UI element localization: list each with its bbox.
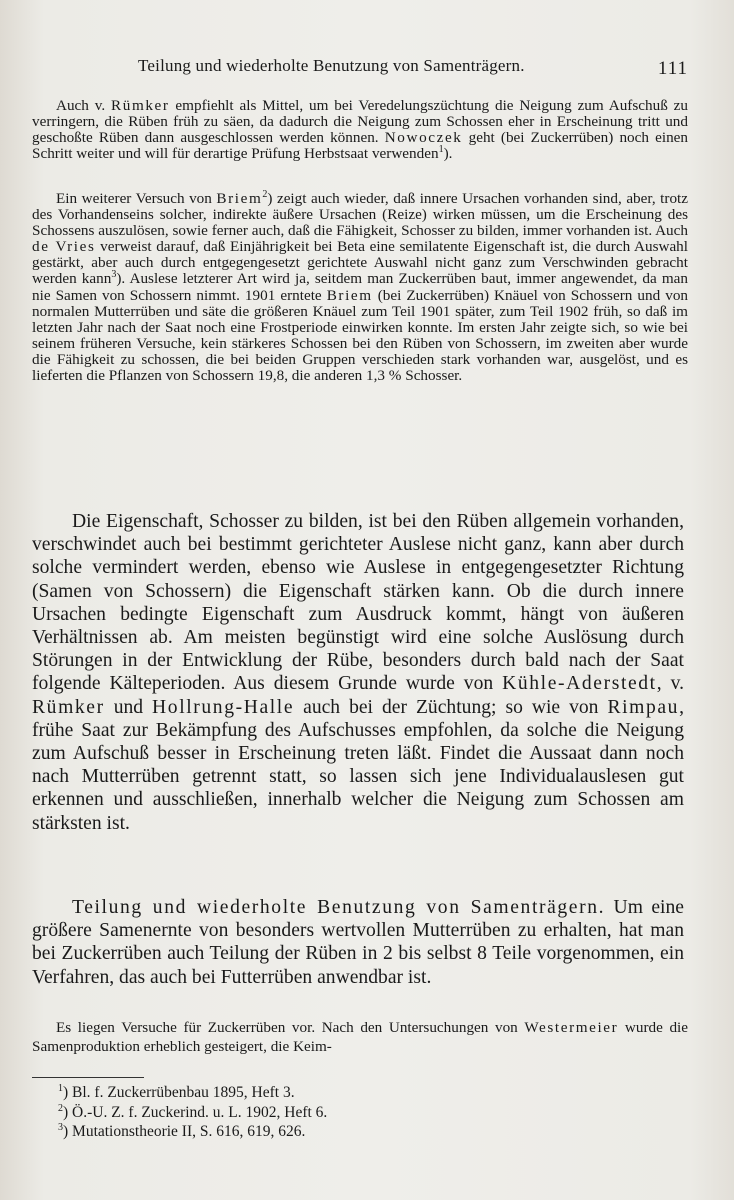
- page-header: [60, 56, 688, 82]
- author-name: de Vries: [32, 238, 96, 256]
- text-run: Es liegen Versuche für Zuckerrüben vor. Nach den Untersuchungen von: [56, 1019, 525, 1036]
- author-name: Briem: [326, 286, 373, 304]
- text-run: auch bei der Züchtung; so wie von: [294, 696, 608, 718]
- text-run: Ein weiterer Versuch von: [56, 190, 217, 207]
- text-run: wurde die Samenproduktion erheblich gesteigert, die Keim-: [32, 1019, 688, 1055]
- running-head: Teilung und wiederholte Benutzung von Samenträgern.: [138, 56, 525, 75]
- footnote-text: ) Bl. f. Zuckerrübenbau 1895, Heft 3.: [63, 1084, 295, 1101]
- text-run: empfiehlt als Mittel, um bei Veredelungszüchtung die Neigung zum Aufschuß zu verringern, die Rüben früh zu säen, da dadurch die Neigung zum Schossen eher in Erscheinung tritt und geschoßte Rüben dann ausgeschlossen werden können.: [32, 97, 688, 147]
- author-name: Nowoczek: [384, 129, 463, 147]
- section-heading: Teilung und wiederholte Benutzung von Samenträgern.: [72, 897, 606, 918]
- text-run: , v.: [656, 673, 684, 695]
- page-number: 111: [657, 58, 688, 79]
- footnote-ref: 1: [438, 144, 444, 156]
- text-run: geht (bei Zuckerrüben) noch einen Schritt weiter und will für derartige Prüfung Herbstsaat verwenden: [32, 129, 688, 163]
- footnote-text: ) Ö.-U. Z. f. Zuckerind. u. L. 1902, Heft 6.: [63, 1103, 328, 1121]
- footnote-ref: 3: [111, 269, 117, 281]
- footnote-text: ) Mutationstheorie II, S. 616, 619, 626.: [63, 1123, 306, 1140]
- footnote-separator: [32, 1077, 144, 1078]
- footnotes: [58, 1083, 327, 1142]
- author-name: Briem: [216, 190, 263, 207]
- paragraph-teilung: [32, 896, 684, 989]
- footnote-2: [58, 1103, 327, 1123]
- paragraph-westermeier: [32, 1018, 688, 1056]
- text-run: ).: [443, 145, 453, 163]
- author-name: Rümker: [111, 97, 170, 114]
- text-run: Um eine größere Samenernte von besonders wertvollen Mutterrüben zu erhalten, hat man bei Zuckerrüben auch Teilung der Rüben in 2 bis selbst 8 Teile vorgenommen, ein Verfahren, das auch bei Futterrüben anwendbar ist.: [32, 897, 684, 988]
- author-name: Hollrung-Halle: [152, 696, 295, 718]
- paragraph-summary: [32, 510, 684, 835]
- paragraph-ruemker-nowoczek: [32, 98, 688, 162]
- footnote-ref: 2: [262, 188, 268, 200]
- footnote-3: [58, 1122, 327, 1142]
- author-name: Kühle-Aderstedt: [502, 673, 657, 695]
- text-run: ). Auslese letzterer Art wird ja, seitdem man Zuckerrüben baut, immer angewendet, da man nie Samen von Schossern nimmt. 1901 erntete: [32, 270, 689, 304]
- author-name: Westermeier: [524, 1019, 619, 1036]
- paragraph-briem-experiment: [32, 188, 689, 385]
- footnote-number: 2: [58, 1102, 63, 1114]
- author-name: Rimpau: [607, 696, 680, 718]
- text-run: Die Eigenschaft, Schosser zu bilden, ist bei den Rüben allgemein vorhanden, verschwindet auch bei bestimmt gerichteter Auslese nicht ganz, kann aber durch solche vermindert werden, ebenso wie Auslese in entgegengesetzter Richtung (Samen von Schossern) die Eigenschaft stärken kann. Ob die durch innere Ursachen bedingte Eigenschaft zum Ausdruck kommt, hängt von äußeren Verhältnissen ab. Am meisten begünstigt wird eine solche Auslösung durch Störungen in der Entwicklung der Rübe, besonders durch bald nach der Saat folgende Kälteperioden. Aus diesem Grunde wurde von: [32, 511, 684, 695]
- text-run: und: [104, 696, 153, 718]
- footnote-number: 3: [58, 1121, 63, 1133]
- footnote-1: [58, 1083, 327, 1103]
- text-run: ) zeigt auch wieder, daß innere Ursachen vorhanden sind, aber, trotz des Vorhandenseins solcher, indirekte äußere Ursachen (Reize) wirken müssen, um die Erscheinung des Schossens auszulösen, sowie ferner auch, daß die Fähigkeit, Schosser zu bilden, immer vorhanden ist. Auch: [32, 190, 689, 240]
- text-run: verweist darauf, daß Einjährigkeit bei Beta eine semilatente Eigenschaft ist, die durch Auswahl gestärkt, aber auch durch entgegengesetzt gerichtete Auswahl nicht ganz zum Verschwinden gebracht werden kann: [32, 238, 688, 288]
- text-run: Auch v.: [56, 97, 112, 114]
- footnote-number: 1: [58, 1082, 63, 1094]
- text-run: , frühe Saat zur Bekämpfung des Aufschusses empfohlen, da solche die Neigung zum Aufschuß besser in Erscheinung treten läßt. Findet die Aussaat dann noch nach Mutterrüben getrennt statt, so lassen sich jene Individualauslesen gut erkennen und ausschließen, innerhalb welcher die Neigung zum Schossen am stärksten ist.: [32, 696, 684, 834]
- text-run: (bei Zuckerrüben) Knäuel von Schossern und von normalen Mutterrüben und säte die größeren Knäuel zum Teil 1901 später, zum Teil 1902 früh, so daß im letzten Jahr nach der Saat noch eine Frostperiode einwirken konnte. Im ersten Jahr zeigte sich, so wie bei seinem früheren Versuche, kein stärkeres Schossen bei den Rüben von Schossern, im zweiten aber wurde die Fähigkeit zu schossen, die bei beiden Gruppen verschieden stark vorhanden war, ausgelöst, und es lieferten die Pflanzen von Schossern 19,8, die anderen 1,3 % Schosser.: [32, 286, 689, 385]
- author-name: Rümker: [32, 696, 105, 718]
